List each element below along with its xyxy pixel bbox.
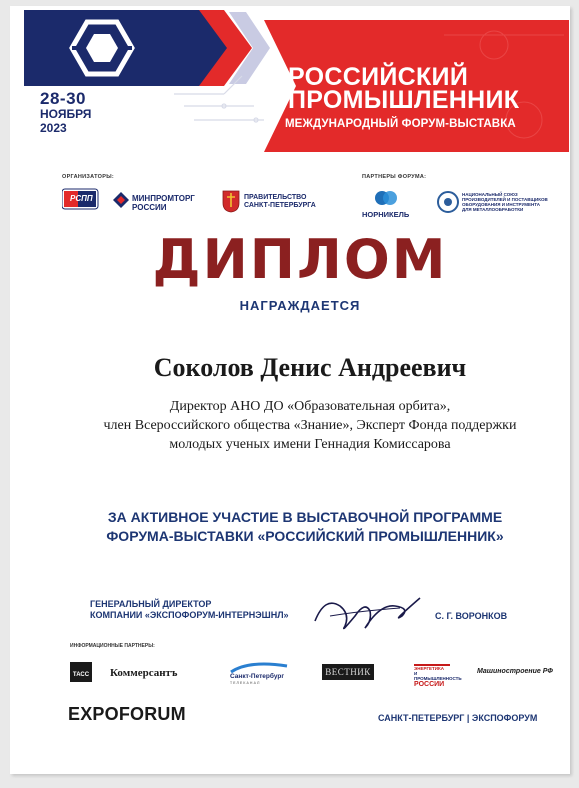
position-line3: молодых ученых имени Геннадия Комиссарова [169,437,451,452]
vestnik-logo: ВЕСТНИК [322,664,374,680]
tass-logo: ТАСС [70,662,92,682]
participation-text [50,508,560,546]
mashinostroenie-logo: Машиностроение РФ [477,668,553,675]
energetika-logo: ЭНЕРГЕТИКА И ПРОМЫШЛЕННОСТЬ РОССИИ [414,666,462,688]
forum-title-line2: ПРОМЫШЛЕННИК [288,86,520,114]
kommersant-logo: Коммерсантъ [110,667,178,679]
rspp-logo-text: РСПП [70,194,93,203]
minpromtorg-text: МИНПРОМТОРГ РОССИИ [132,194,195,212]
diploma-title: ДИПЛОМ [152,228,448,291]
spb-tv-logo: Санкт-Петербург ТЕЛЕКАНАЛ [230,673,285,685]
forum-title [288,63,538,114]
spb-tv-logo-icon [229,660,289,674]
director-name: С. Г. ВОРОНКОВ [435,611,508,621]
forum-subtitle: МЕЖДУНАРОДНЫЙ ФОРУМ-ВЫСТАВКА [285,118,516,130]
dates-days: 28-30 [40,89,86,108]
recipient-name: Соколов Денис Андреевич [153,353,467,382]
organizers-label: ОРГАНИЗАТОРЫ: [62,174,115,180]
recipient-position [50,397,570,454]
diploma-page [10,6,570,774]
partners-label: ПАРТНЕРЫ ФОРУМА: [362,174,427,180]
nornickel-text: НОРНИКЕЛЬ [362,210,410,219]
forum-title-line1: РОССИЙСКИЙ [288,63,469,91]
dates-year: 2023 [40,121,67,135]
minpromtorg-logo-icon [113,192,129,208]
participation-line2: ФОРУМА-ВЫСТАВКИ «РОССИЙСКИЙ ПРОМЫШЛЕННИК» [106,528,504,544]
info-partners-label: ИНФОРМАЦИОННЫЕ ПАРТНЕРЫ: [70,643,155,649]
nornickel-logo-icon [374,188,398,208]
metalworking-union-text: НАЦИОНАЛЬНЫЙ СОЮЗ ПРОИЗВОДИТЕЛЕЙ И ПОСТАВЩИКОВ ОБОРУДОВАНИЯ И ИНСТРУМЕНТА ДЛЯ МЕТАЛЛООБРАБОТКИ [462,192,548,212]
metalworking-union-logo-icon [437,191,459,213]
spb-coat-of-arms-icon [221,189,241,213]
footer-location: САНКТ-ПЕТЕРБУРГ | ЭКСПОФОРУМ [378,713,538,723]
dates-month: НОЯБРЯ [40,107,92,121]
position-line1: Директор АНО ДО «Образовательная орбита», [169,399,451,414]
awarded-label: НАГРАЖДАЕТСЯ [239,298,361,313]
director-label: ГЕНЕРАЛЬНЫЙ ДИРЕКТОР КОМПАНИИ «ЭКСПОФОРУМ-ИНТЕРНЭШНЛ» [90,599,289,620]
handwritten-signature [310,586,430,636]
expoforum-logo: EXPOFORUM [68,704,186,724]
forum-dates [40,91,150,135]
participation-line1: ЗА АКТИВНОЕ УЧАСТИЕ В ВЫСТАВОЧНОЙ ПРОГРАММЕ [107,509,503,525]
position-line2: член Всероссийского общества «Знание», Эксперт Фонда поддержки [103,418,517,433]
spb-government-text: ПРАВИТЕЛЬСТВО САНКТ-ПЕТЕРБУРГА [244,194,316,209]
